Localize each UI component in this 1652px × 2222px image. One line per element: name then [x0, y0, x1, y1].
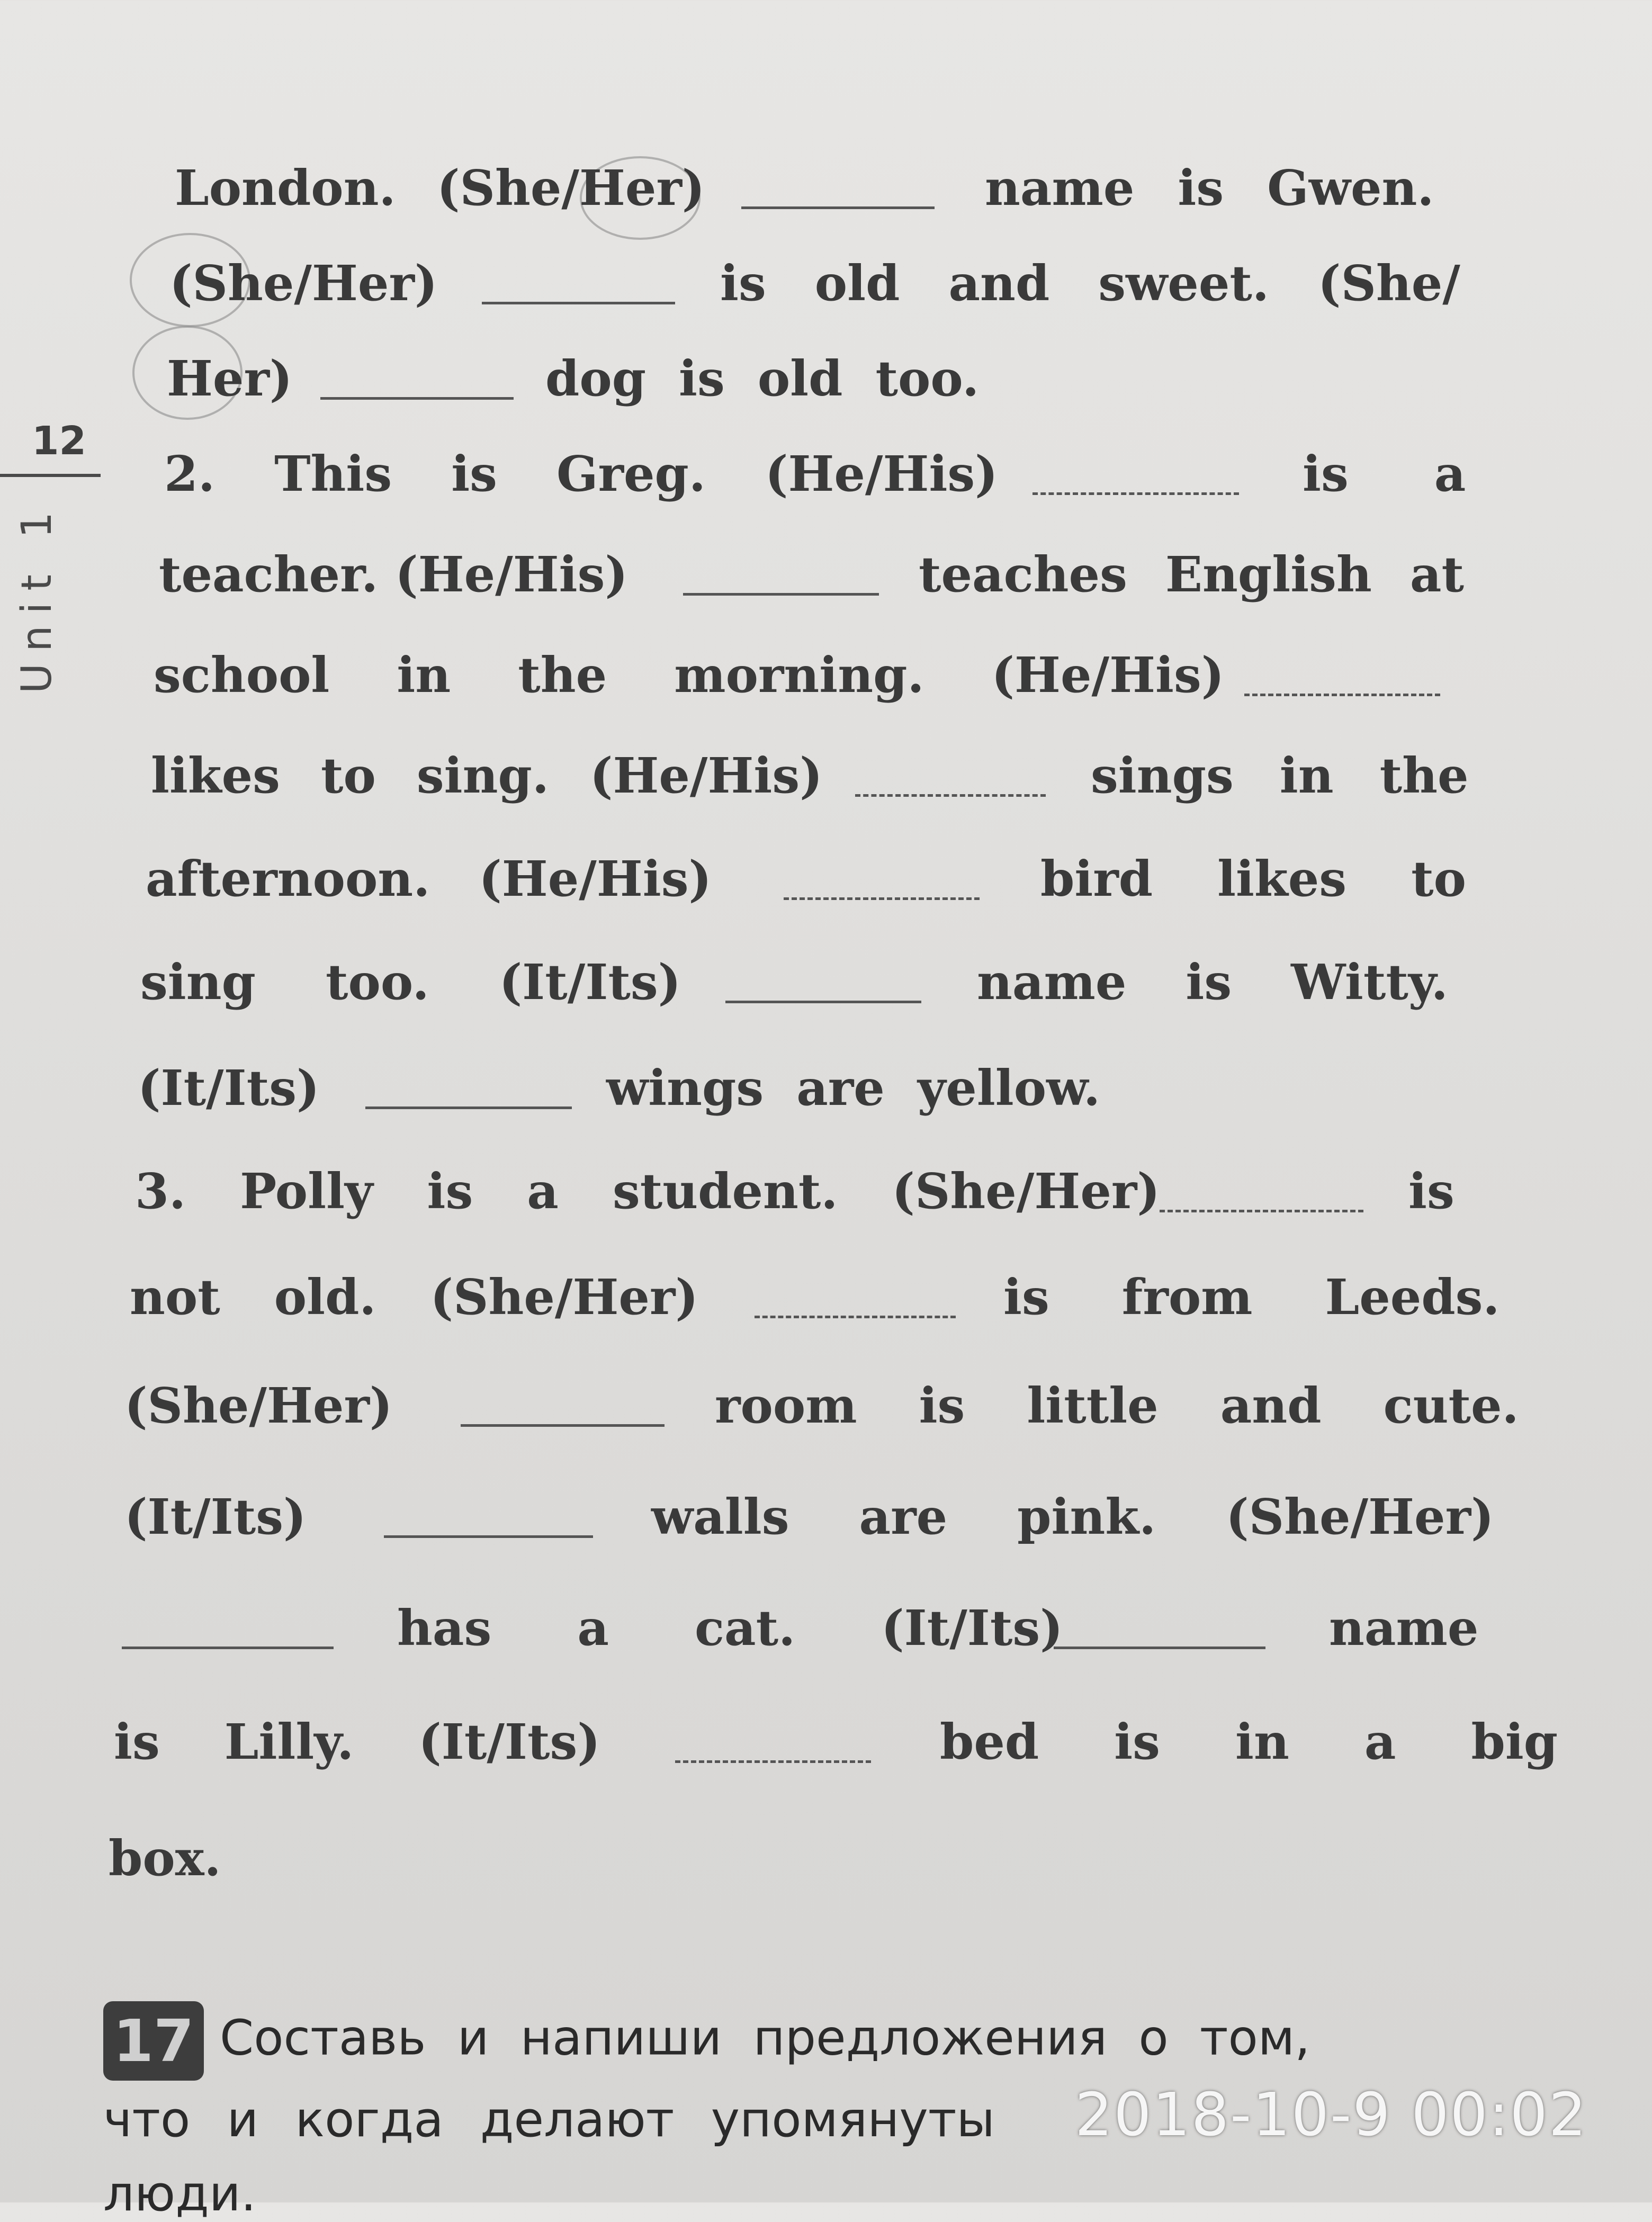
- line-text: not old. (She/Her): [130, 1269, 698, 1326]
- text-line: [0, 1707, 1652, 1813]
- answer-blank[interactable]: [482, 302, 675, 304]
- line-text: sings in the: [1091, 747, 1469, 804]
- text-line: [0, 844, 1652, 950]
- line-text: sing too. (It/Its): [140, 953, 681, 1011]
- answer-blank[interactable]: [1244, 694, 1440, 696]
- answer-blank[interactable]: [1160, 1210, 1363, 1212]
- exercise-line: [103, 2091, 995, 2148]
- line-text: school in the morning. (He/His): [154, 646, 1225, 704]
- text-line: [0, 1157, 1652, 1263]
- text-line: [0, 344, 1652, 450]
- line-text: wings are yellow.: [606, 1059, 1101, 1117]
- text-line: [0, 741, 1652, 847]
- exercise-line: [103, 2165, 256, 2222]
- line-text: (It/Its): [138, 1059, 320, 1117]
- answer-blank[interactable]: [365, 1106, 572, 1109]
- exercise-text: люди.: [103, 2165, 256, 2222]
- line-text: name is Witty.: [977, 953, 1448, 1011]
- line-text: (She/Her): [437, 159, 705, 217]
- line-text: dog is old too.: [545, 350, 980, 407]
- exercise-line: [103, 2001, 1310, 2081]
- text-line: [0, 249, 1652, 355]
- answer-blank[interactable]: [320, 397, 514, 400]
- line-text: is: [1408, 1163, 1455, 1220]
- answer-blank[interactable]: [675, 1760, 871, 1763]
- line-text: box.: [109, 1830, 221, 1887]
- text-line: [0, 1482, 1652, 1588]
- answer-blank[interactable]: [755, 1316, 956, 1318]
- text-line: [0, 948, 1652, 1054]
- exercise-text: что и когда делают упомянуты: [103, 2091, 995, 2148]
- answer-blank[interactable]: [1032, 492, 1239, 495]
- line-text: bird likes to: [1040, 850, 1466, 907]
- line-text: London.: [175, 159, 396, 217]
- answer-blank[interactable]: [1054, 1647, 1265, 1649]
- text-line: [0, 1594, 1652, 1699]
- text-line: [0, 1054, 1652, 1159]
- line-text: (It/Its): [124, 1488, 307, 1545]
- line-text: (She/Her): [124, 1377, 393, 1434]
- line-text: is Lilly. (It/Its): [114, 1713, 600, 1770]
- text-line: [0, 154, 1652, 259]
- line-text: 3. Polly is a student. (She/Her): [135, 1163, 1160, 1220]
- line-text: Her): [167, 350, 293, 407]
- line-text: teaches English at: [919, 546, 1464, 603]
- text-line: [0, 540, 1652, 646]
- exercise-number-badge: 17: [103, 2001, 204, 2081]
- line-text: name: [1329, 1599, 1479, 1657]
- line-text: walls are pink. (She/Her): [651, 1488, 1494, 1545]
- line-text: has a cat. (It/Its): [397, 1599, 1063, 1657]
- answer-blank[interactable]: [122, 1647, 334, 1649]
- line-text: 2. This is Greg. (He/His): [164, 445, 998, 502]
- answer-blank[interactable]: [855, 794, 1046, 797]
- line-text: (She/Her): [169, 255, 438, 312]
- line-text: name is Gwen.: [985, 159, 1434, 217]
- answer-blank[interactable]: [725, 1001, 921, 1003]
- text-line: [0, 439, 1652, 545]
- line-text: teacher. (He/His): [159, 546, 628, 603]
- unit-label: Unit 1: [13, 500, 61, 694]
- line-text: afternoon. (He/His): [146, 850, 712, 907]
- answer-blank[interactable]: [784, 897, 980, 900]
- text-line: [0, 1371, 1652, 1477]
- line-text: is old and sweet. (She/: [720, 255, 1460, 312]
- exercise-text: Составь и напиши предложения о том,: [220, 2009, 1310, 2066]
- page-number: 12: [32, 418, 86, 464]
- line-text: bed is in a big: [940, 1713, 1558, 1770]
- photo-timestamp: 2018-10-9 00:02: [1075, 2081, 1587, 2149]
- answer-blank[interactable]: [461, 1424, 665, 1427]
- answer-blank[interactable]: [384, 1535, 593, 1538]
- line-text: room is little and cute.: [715, 1377, 1519, 1434]
- line-text: is from Leeds.: [1003, 1269, 1500, 1326]
- text-line: [0, 641, 1652, 746]
- text-line: [0, 1263, 1652, 1369]
- answer-blank[interactable]: [683, 593, 879, 596]
- answer-blank[interactable]: [741, 206, 935, 209]
- text-line: [0, 1824, 1652, 1930]
- line-text: is a: [1303, 445, 1466, 502]
- line-text: likes to sing. (He/His): [151, 747, 823, 804]
